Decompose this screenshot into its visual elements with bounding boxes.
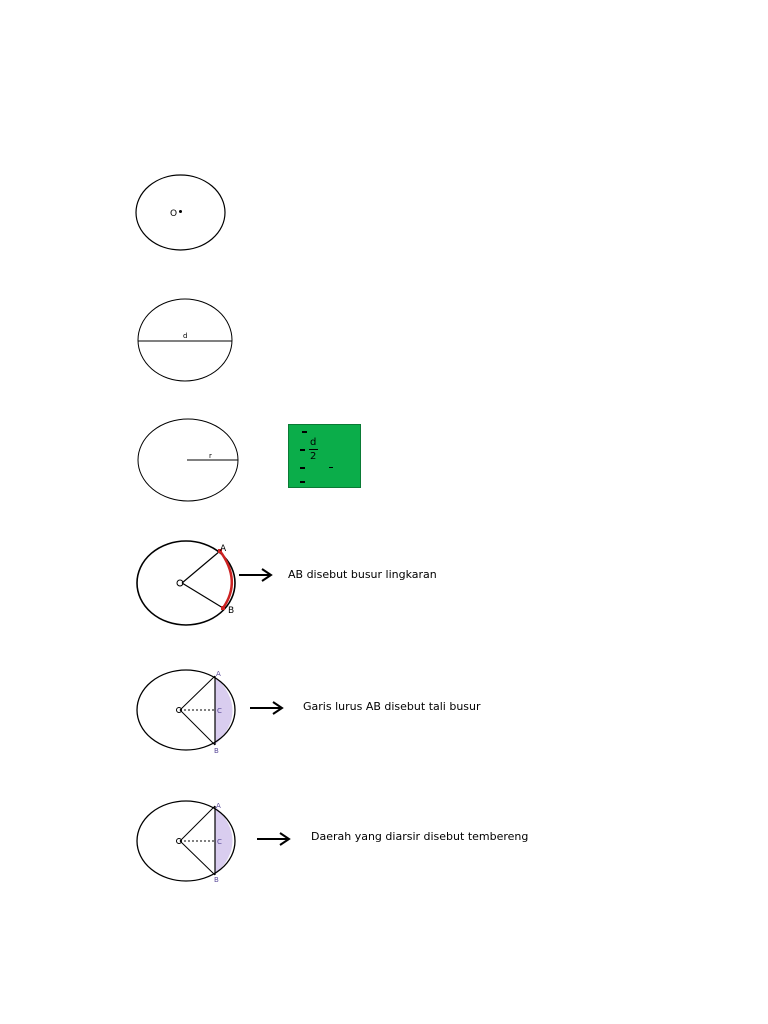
fraction-denominator: 2 <box>310 451 317 462</box>
point-b-label: B <box>214 747 219 755</box>
diameter-label: d <box>183 332 188 340</box>
dash-mark <box>300 467 305 469</box>
diameter-figure <box>130 295 240 385</box>
point-b-marker <box>221 606 225 610</box>
arrow-icon <box>238 568 273 582</box>
fraction-bar <box>309 449 318 450</box>
chord-caption: Garis lurus AB disebut tali busur <box>303 700 481 713</box>
point-a-label: A <box>216 802 221 810</box>
circle <box>138 299 232 381</box>
radius-oa <box>180 806 215 841</box>
arc-figure <box>130 535 245 630</box>
radius-figure <box>130 413 245 508</box>
point-b-label: B <box>214 876 219 884</box>
radius-ob <box>182 583 223 608</box>
radius-oa <box>182 551 220 583</box>
arrow-icon <box>256 832 291 846</box>
radius-label: r <box>209 452 212 460</box>
radius-formula-box <box>288 424 361 488</box>
center-label: O <box>170 209 178 219</box>
dash-mark <box>329 467 333 468</box>
circle-center-figure <box>130 170 235 255</box>
radius-ob <box>180 710 215 745</box>
dash-mark <box>302 431 307 433</box>
arc-caption: AB disebut busur lingkaran <box>288 568 437 581</box>
segment-caption: Daerah yang diarsir disebut tembereng <box>311 830 529 843</box>
fraction-numerator: d <box>310 437 317 448</box>
radius-oa <box>180 676 215 710</box>
point-a-label: A <box>216 670 221 678</box>
radius-ob <box>180 841 215 875</box>
dash-mark <box>300 449 305 451</box>
arrow-icon <box>249 701 284 715</box>
segment-figure <box>130 795 245 890</box>
dash-mark <box>300 481 305 483</box>
point-c-label: C <box>217 707 222 715</box>
point-a-label: A <box>220 544 227 554</box>
arc-ab <box>220 551 232 608</box>
point-c-label: C <box>217 838 222 846</box>
center-point <box>179 210 182 213</box>
chord-figure <box>130 665 245 760</box>
point-b-label: B <box>228 606 235 616</box>
